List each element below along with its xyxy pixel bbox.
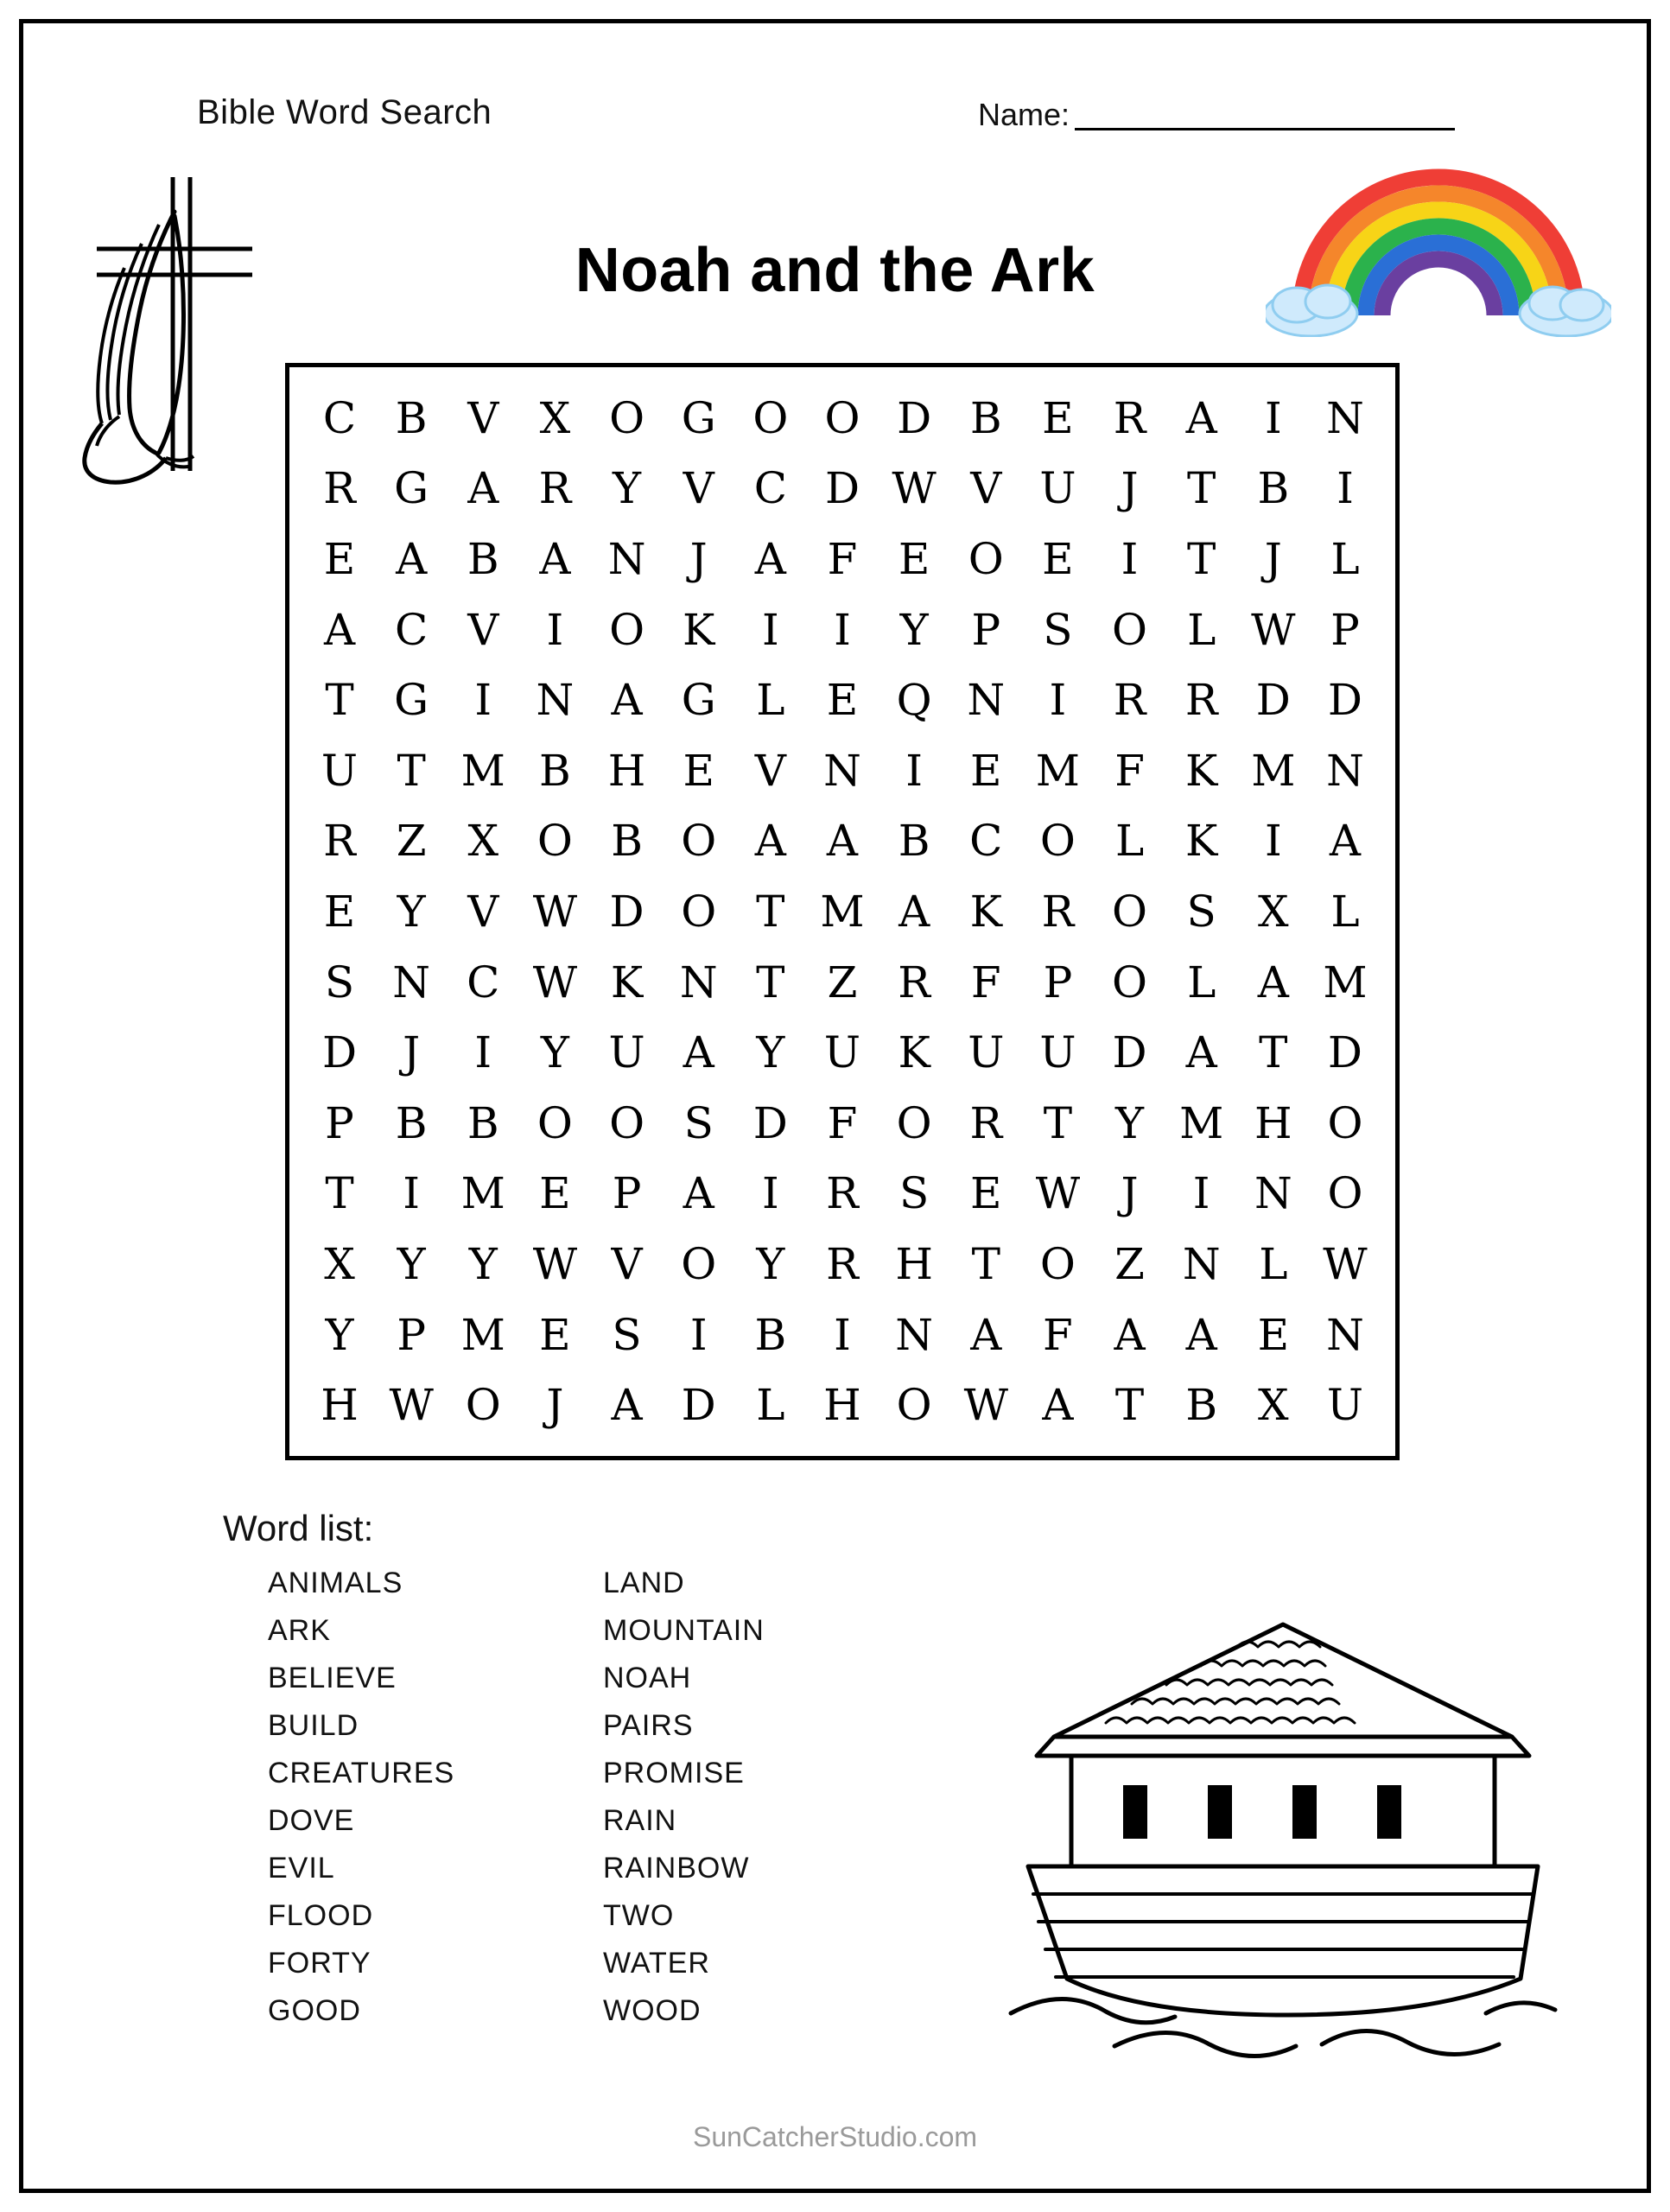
grid-cell[interactable]: W	[963, 1380, 1008, 1431]
grid-cell[interactable]: O	[681, 886, 717, 937]
grid-cell[interactable]: M	[460, 745, 505, 796]
name-input-line[interactable]	[1075, 102, 1455, 130]
grid-cell[interactable]: L	[1330, 533, 1360, 584]
grid-cell[interactable]: X	[1258, 1380, 1289, 1431]
grid-cell[interactable]: N	[536, 675, 575, 726]
grid-cell[interactable]: R	[1184, 675, 1218, 726]
grid-cell[interactable]: C	[322, 392, 357, 443]
word-list	[268, 1560, 905, 2035]
grid-cell[interactable]: S	[683, 1097, 714, 1148]
grid-cell[interactable]: A	[539, 533, 571, 584]
grid-cell[interactable]: A	[754, 533, 786, 584]
grid-cell[interactable]: I	[403, 1168, 421, 1219]
word-item[interactable]: RAINBOW	[603, 1852, 750, 1885]
grid-cell[interactable]: W	[532, 1238, 578, 1289]
grid-cell[interactable]: X	[467, 816, 499, 867]
grid-cell[interactable]: O	[537, 816, 573, 867]
word-item[interactable]: PAIRS	[603, 1709, 694, 1742]
grid-cell[interactable]: K	[969, 886, 1002, 937]
grid-cell[interactable]: I	[474, 675, 492, 726]
grid-cell[interactable]: B	[467, 1097, 499, 1148]
grid-cell[interactable]: J	[1264, 533, 1282, 584]
word-item[interactable]: BELIEVE	[268, 1662, 397, 1694]
grid-cell[interactable]: B	[467, 533, 499, 584]
grid-cell[interactable]: O	[896, 1380, 932, 1431]
grid-cell[interactable]: D	[609, 886, 645, 937]
grid-row	[305, 735, 1380, 806]
noahs-ark-icon	[1002, 1607, 1564, 2091]
grid-cell[interactable]: A	[1185, 1027, 1217, 1078]
grid-cell[interactable]: I	[1049, 675, 1067, 726]
grid-cell[interactable]: T	[1114, 1380, 1145, 1431]
grid-cell[interactable]: I	[761, 1168, 779, 1219]
grid-cell[interactable]: U	[1039, 463, 1076, 514]
grid-cell[interactable]: O	[1112, 886, 1148, 937]
grid-cell[interactable]: L	[1259, 1238, 1288, 1289]
word-search-grid[interactable]	[285, 363, 1400, 1460]
grid-cell[interactable]: T	[1043, 1097, 1073, 1148]
grid-cell[interactable]: Y	[540, 1027, 569, 1078]
grid-row	[305, 383, 1380, 454]
grid-cell[interactable]: K	[610, 957, 644, 1007]
grid-cell[interactable]: N	[679, 957, 718, 1007]
grid-cell[interactable]: A	[683, 1027, 714, 1078]
grid-cell[interactable]: T	[971, 1238, 1000, 1289]
word-item[interactable]: WATER	[603, 1947, 710, 1980]
footer-credit: SunCatcherStudio.com	[692, 2121, 978, 2152]
grid-cell[interactable]: N	[967, 675, 1006, 726]
grid-cell[interactable]: W	[1035, 1168, 1081, 1219]
grid-row	[305, 1300, 1380, 1370]
grid-cell[interactable]: N	[392, 957, 431, 1007]
grid-cell[interactable]: B	[1257, 463, 1290, 514]
name-field-block	[978, 99, 1455, 130]
grid-cell[interactable]: U	[823, 1027, 861, 1078]
grid-cell[interactable]: X	[539, 392, 571, 443]
grid-row	[305, 947, 1380, 1018]
grid-cell[interactable]: D	[897, 392, 932, 443]
grid-cell[interactable]: R	[1041, 886, 1075, 937]
grid-cell[interactable]: M	[1323, 957, 1368, 1007]
grid-cell[interactable]: V	[611, 1238, 643, 1289]
grid-cell[interactable]: A	[611, 675, 643, 726]
word-item[interactable]: FORTY	[268, 1947, 371, 1980]
grid-cell[interactable]: A	[467, 463, 499, 514]
grid-cell[interactable]: X	[324, 1238, 355, 1289]
grid-cell[interactable]: O	[1112, 957, 1148, 1007]
word-item[interactable]: LAND	[603, 1567, 685, 1599]
grid-cell[interactable]: Y	[397, 886, 426, 937]
grid-cell[interactable]: D	[321, 1027, 358, 1078]
grid-cell[interactable]: R	[969, 1097, 1003, 1148]
grid-cell[interactable]: J	[403, 1027, 421, 1078]
grid-cell[interactable]: H	[1254, 1097, 1292, 1148]
grid-cell[interactable]: B	[1185, 1380, 1218, 1431]
grid-cell[interactable]: B	[395, 392, 428, 443]
grid-cell[interactable]: Y	[756, 1027, 785, 1078]
grid-cell[interactable]: I	[834, 604, 851, 655]
grid-cell[interactable]: A	[754, 816, 786, 867]
grid-cell[interactable]: I	[1192, 1168, 1210, 1219]
grid-cell[interactable]: I	[1337, 463, 1354, 514]
grid-row	[305, 1229, 1380, 1300]
grid-cell[interactable]: W	[1323, 1238, 1368, 1289]
grid-cell[interactable]: I	[761, 604, 779, 655]
word-item[interactable]: NOAH	[603, 1662, 692, 1694]
word-item[interactable]: FLOOD	[268, 1899, 374, 1932]
grid-cell[interactable]: G	[681, 675, 716, 726]
grid-cell[interactable]: E	[323, 533, 356, 584]
word-item[interactable]: GOOD	[268, 1994, 361, 2027]
grid-cell[interactable]: S	[898, 1168, 930, 1219]
grid-cell[interactable]: D	[1112, 1027, 1147, 1078]
grid-cell[interactable]: N	[1326, 392, 1364, 443]
grid-cell[interactable]: Y	[468, 1238, 498, 1289]
grid-cell[interactable]: I	[905, 745, 923, 796]
grid-cell[interactable]: T	[325, 1168, 354, 1219]
grid-cell[interactable]: A	[611, 1380, 643, 1431]
grid-cell[interactable]: N	[607, 533, 646, 584]
grid-cell[interactable]: E	[898, 533, 930, 584]
grid-cell[interactable]: G	[394, 675, 429, 726]
grid-cell[interactable]: O	[1327, 1097, 1363, 1148]
grid-cell[interactable]: S	[612, 1309, 642, 1360]
grid-cell[interactable]: M	[1035, 745, 1080, 796]
grid-cell[interactable]: D	[824, 463, 860, 514]
grid-cell[interactable]: K	[1185, 816, 1218, 867]
grid-cell[interactable]: H	[607, 745, 646, 796]
grid-cell[interactable]: W	[532, 886, 578, 937]
grid-row	[305, 806, 1380, 877]
grid-cell[interactable]: A	[1042, 1380, 1074, 1431]
grid-cell[interactable]: N	[1182, 1238, 1221, 1289]
grid-cell[interactable]: O	[681, 816, 717, 867]
grid-cell[interactable]: E	[1257, 1309, 1290, 1360]
grid-cell[interactable]: T	[756, 886, 785, 937]
grid-cell[interactable]: T	[1187, 463, 1216, 514]
grid-cell[interactable]: O	[752, 392, 789, 443]
grid-row	[305, 664, 1380, 735]
grid-cell[interactable]: P	[971, 604, 1001, 655]
grid-cell[interactable]: U	[608, 1027, 645, 1078]
grid-cell[interactable]: M	[1251, 745, 1296, 796]
grid-cell[interactable]: F	[1114, 745, 1145, 796]
grid-cell[interactable]: Q	[896, 675, 932, 726]
word-list-column-2	[603, 1560, 905, 2035]
grid-cell[interactable]: R	[826, 1168, 859, 1219]
grid-cell[interactable]: E	[1042, 392, 1074, 443]
praying-hands-icon	[45, 164, 252, 501]
word-item[interactable]: CREATURES	[268, 1757, 455, 1789]
grid-cell[interactable]: E	[683, 745, 714, 796]
grid-cell[interactable]: T	[325, 675, 354, 726]
grid-cell[interactable]: W	[892, 463, 937, 514]
grid-cell[interactable]: E	[323, 886, 356, 937]
page-title: Noah and the Ark	[575, 236, 1095, 305]
grid-cell[interactable]: L	[1187, 604, 1216, 655]
grid-cell[interactable]: L	[756, 1380, 785, 1431]
grid-cell[interactable]: G	[394, 463, 429, 514]
grid-cell[interactable]: D	[1255, 675, 1291, 726]
word-item[interactable]: EVIL	[268, 1852, 335, 1885]
grid-cell[interactable]: N	[1326, 1309, 1364, 1360]
grid-cell[interactable]: A	[970, 1309, 1002, 1360]
grid-cell[interactable]: O	[465, 1380, 501, 1431]
worksheet-category-label: Bible Word Search	[197, 93, 492, 131]
grid-cell[interactable]: Y	[325, 1309, 354, 1360]
grid-cell[interactable]: H	[895, 1238, 933, 1289]
grid-cell[interactable]: R	[538, 463, 572, 514]
grid-cell[interactable]: R	[1113, 392, 1146, 443]
grid-cell[interactable]: O	[896, 1097, 932, 1148]
grid-cell[interactable]: I	[546, 604, 564, 655]
grid-cell[interactable]: E	[539, 1309, 571, 1360]
grid-cell[interactable]: A	[1185, 1309, 1217, 1360]
grid-cell[interactable]: I	[1264, 816, 1282, 867]
grid-cell[interactable]: A	[396, 533, 428, 584]
word-item[interactable]: RAIN	[603, 1804, 677, 1837]
grid-cell[interactable]: M	[1179, 1097, 1224, 1148]
grid-cell[interactable]: P	[1043, 957, 1073, 1007]
grid-cell[interactable]: W	[1251, 604, 1296, 655]
grid-cell[interactable]: A	[1185, 392, 1217, 443]
grid-cell[interactable]: V	[467, 886, 499, 937]
grid-cell[interactable]: A	[683, 1168, 714, 1219]
grid-row	[305, 1159, 1380, 1230]
grid-cell[interactable]: J	[546, 1380, 564, 1431]
grid-cell[interactable]: H	[321, 1380, 359, 1431]
grid-cell[interactable]: A	[898, 886, 930, 937]
grid-cell[interactable]: M	[460, 1168, 505, 1219]
grid-cell[interactable]: L	[1187, 957, 1216, 1007]
grid-cell[interactable]: O	[1327, 1168, 1363, 1219]
grid-cell[interactable]: L	[756, 675, 785, 726]
grid-cell[interactable]: V	[467, 392, 499, 443]
grid-row	[305, 1017, 1380, 1088]
grid-cell[interactable]: F	[827, 533, 858, 584]
grid-cell[interactable]: D	[1327, 1027, 1363, 1078]
grid-row	[305, 454, 1380, 524]
grid-cell[interactable]: J	[689, 533, 708, 584]
grid-cell[interactable]: T	[1187, 533, 1216, 584]
grid-cell[interactable]: J	[1121, 1168, 1139, 1219]
rainbow-icon	[1266, 160, 1611, 337]
grid-cell[interactable]: C	[969, 816, 1003, 867]
grid-cell[interactable]: L	[1114, 816, 1145, 867]
grid-cell[interactable]: M	[820, 886, 865, 937]
word-list-column-1	[268, 1560, 570, 2035]
grid-cell[interactable]: I	[834, 1309, 851, 1360]
grid-cell[interactable]: E	[539, 1168, 571, 1219]
grid-cell[interactable]: Y	[397, 1238, 426, 1289]
grid-cell[interactable]: Y	[899, 604, 929, 655]
grid-cell[interactable]: E	[1042, 533, 1074, 584]
grid-cell[interactable]: R	[323, 463, 356, 514]
grid-cell[interactable]: S	[1186, 886, 1216, 937]
grid-cell[interactable]: V	[754, 745, 786, 796]
grid-cell[interactable]: O	[681, 1238, 717, 1289]
word-item[interactable]: PROMISE	[603, 1757, 745, 1789]
grid-cell[interactable]: Y	[613, 463, 642, 514]
word-item[interactable]: ANIMALS	[268, 1567, 403, 1599]
grid-cell[interactable]: S	[324, 957, 355, 1007]
grid-cell[interactable]: P	[325, 1097, 354, 1148]
grid-cell[interactable]: F	[827, 1097, 858, 1148]
grid-cell[interactable]: W	[389, 1380, 434, 1431]
grid-cell[interactable]: K	[898, 1027, 930, 1078]
grid-cell[interactable]: A	[1114, 1309, 1146, 1360]
grid-row	[305, 1370, 1380, 1440]
grid-cell[interactable]: D	[1327, 675, 1363, 726]
grid-row	[305, 1088, 1380, 1159]
grid-cell[interactable]: R	[898, 957, 930, 1007]
grid-cell[interactable]: O	[1112, 604, 1148, 655]
grid-cell[interactable]: B	[539, 745, 571, 796]
word-item[interactable]: BUILD	[268, 1709, 359, 1742]
grid-cell[interactable]: T	[397, 745, 426, 796]
grid-cell[interactable]: O	[609, 604, 645, 655]
grid-cell[interactable]: N	[895, 1309, 933, 1360]
grid-cell[interactable]: T	[756, 957, 785, 1007]
grid-row	[305, 876, 1380, 947]
grid-cell[interactable]: B	[611, 816, 643, 867]
grid-cell[interactable]: I	[689, 1309, 708, 1360]
grid-cell[interactable]: U	[1039, 1027, 1076, 1078]
grid-cell[interactable]: Z	[396, 816, 427, 867]
word-list-title: Word list:	[223, 1508, 374, 1548]
grid-cell[interactable]: W	[532, 957, 578, 1007]
grid-cell[interactable]: P	[397, 1309, 426, 1360]
grid-cell[interactable]: D	[752, 1097, 788, 1148]
grid-cell[interactable]: P	[612, 1168, 642, 1219]
grid-cell[interactable]: H	[823, 1380, 861, 1431]
grid-cell[interactable]: R	[1113, 675, 1146, 726]
grid-cell[interactable]: O	[1039, 816, 1076, 867]
grid-cell[interactable]: Y	[1115, 1097, 1145, 1148]
word-item[interactable]: WOOD	[603, 1994, 702, 2027]
grid-cell[interactable]: I	[474, 1027, 492, 1078]
grid-cell[interactable]: N	[1326, 745, 1364, 796]
grid-cell[interactable]: O	[968, 533, 1004, 584]
word-item[interactable]: ARK	[268, 1614, 331, 1647]
grid-row	[305, 524, 1380, 594]
grid-cell[interactable]: N	[1254, 1168, 1292, 1219]
grid-cell[interactable]: R	[826, 1238, 859, 1289]
grid-cell[interactable]: I	[1121, 533, 1139, 584]
grid-cell[interactable]: X	[1258, 886, 1289, 937]
grid-cell[interactable]: L	[1330, 886, 1360, 937]
grid-cell[interactable]: F	[970, 957, 1001, 1007]
grid-cell[interactable]: K	[683, 604, 715, 655]
grid-cell[interactable]: A	[1329, 816, 1362, 867]
grid-cell[interactable]: B	[754, 1309, 787, 1360]
grid-cell[interactable]: U	[321, 745, 359, 796]
grid-cell[interactable]: E	[826, 675, 859, 726]
grid-cell[interactable]: K	[1185, 745, 1218, 796]
grid-cell[interactable]: S	[1043, 604, 1073, 655]
grid-cell[interactable]: O	[537, 1097, 573, 1148]
name-label: Name:	[978, 97, 1070, 132]
grid-cell[interactable]: M	[460, 1309, 505, 1360]
grid-cell[interactable]: Y	[756, 1238, 785, 1289]
grid-row	[305, 594, 1380, 665]
grid-cell[interactable]: U	[968, 1027, 1005, 1078]
grid-cell[interactable]: C	[753, 463, 787, 514]
grid-inner	[305, 383, 1380, 1440]
grid-cell[interactable]: B	[969, 392, 1002, 443]
grid-cell[interactable]: B	[898, 816, 930, 867]
grid-cell[interactable]: I	[1264, 392, 1282, 443]
grid-cell[interactable]: U	[1326, 1380, 1364, 1431]
grid-cell[interactable]: E	[970, 1168, 1002, 1219]
grid-cell[interactable]: E	[970, 745, 1002, 796]
grid-cell[interactable]: J	[1121, 463, 1139, 514]
grid-cell[interactable]: Z	[827, 957, 858, 1007]
grid-cell[interactable]: Z	[1114, 1238, 1145, 1289]
grid-cell[interactable]: C	[395, 604, 429, 655]
grid-cell[interactable]: R	[323, 816, 356, 867]
grid-cell[interactable]: C	[467, 957, 500, 1007]
grid-cell[interactable]: O	[609, 392, 645, 443]
word-item[interactable]: DOVE	[268, 1804, 355, 1837]
grid-cell[interactable]: A	[323, 604, 356, 655]
grid-cell[interactable]: D	[681, 1380, 716, 1431]
grid-cell[interactable]: O	[824, 392, 860, 443]
grid-cell[interactable]: O	[609, 1097, 645, 1148]
grid-cell[interactable]: B	[395, 1097, 428, 1148]
grid-cell[interactable]: N	[823, 745, 861, 796]
grid-cell[interactable]: T	[1259, 1027, 1288, 1078]
grid-cell[interactable]: F	[1043, 1309, 1073, 1360]
grid-cell[interactable]: A	[1257, 957, 1289, 1007]
grid-cell[interactable]: G	[681, 392, 716, 443]
grid-cell[interactable]: O	[1039, 1238, 1076, 1289]
grid-cell[interactable]: P	[1330, 604, 1360, 655]
word-item[interactable]: MOUNTAIN	[603, 1614, 765, 1647]
grid-cell[interactable]: V	[467, 604, 499, 655]
grid-cell[interactable]: V	[683, 463, 714, 514]
word-item[interactable]: TWO	[603, 1899, 675, 1932]
grid-cell[interactable]: A	[826, 816, 859, 867]
grid-cell[interactable]: V	[970, 463, 1002, 514]
